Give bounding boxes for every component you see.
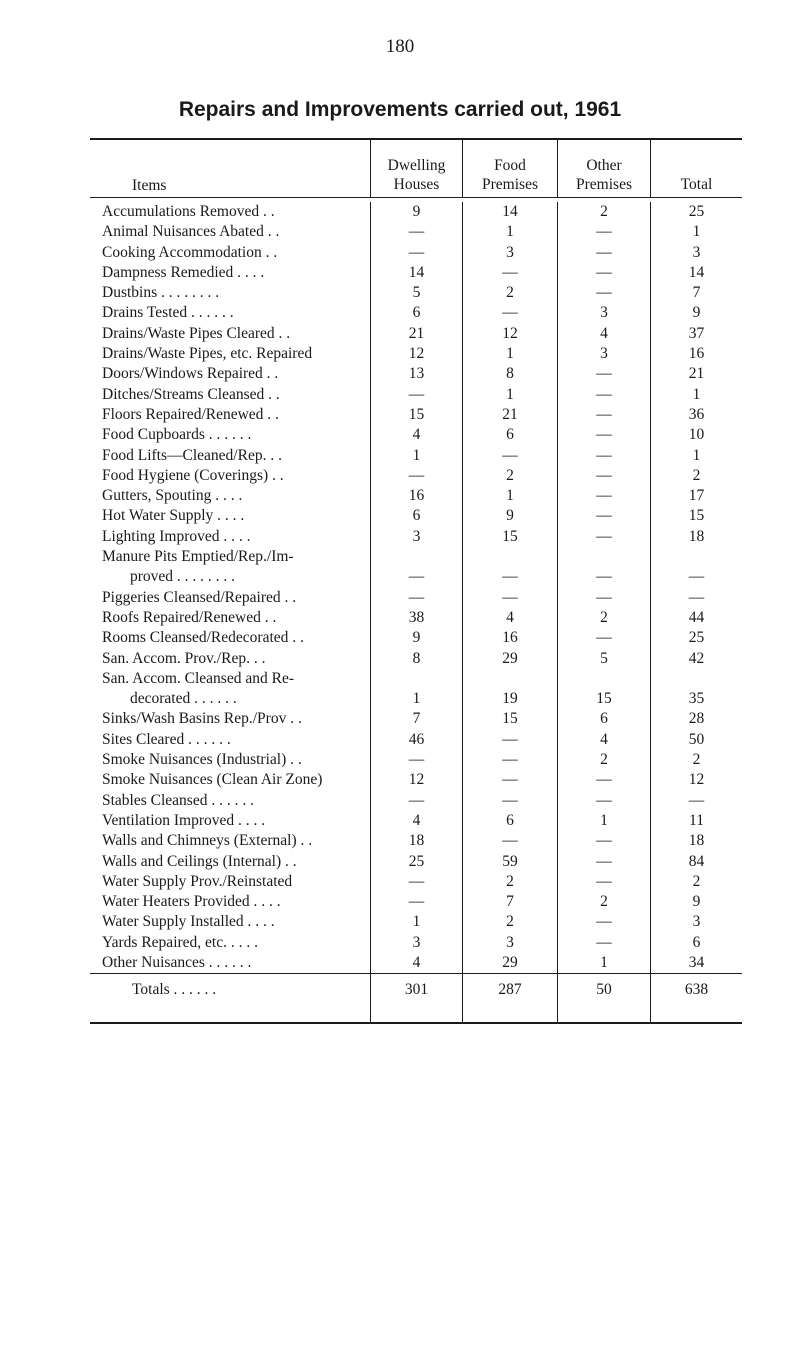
- row-food-value: 6: [463, 811, 558, 831]
- row-total-value: —: [688, 568, 705, 586]
- row-item-label: [90, 770, 370, 790]
- row-other-value: —: [558, 283, 651, 303]
- row-dwelling-value: 9: [370, 628, 463, 648]
- row-item-label: [90, 608, 370, 628]
- table-row: [90, 405, 742, 425]
- row-item-text: Lighting Improved . . . .: [102, 527, 251, 545]
- row-other-value: —: [558, 912, 651, 932]
- row-dwelling-value: 7: [370, 709, 463, 729]
- row-dwelling-value: —: [370, 547, 463, 588]
- row-item-text: Doors/Windows Repaired . .: [102, 365, 279, 383]
- row-total-value: 10: [688, 426, 705, 444]
- row-item-label: [90, 628, 370, 648]
- row-food-value: 21: [463, 405, 558, 425]
- row-dwelling-value: 3: [370, 933, 463, 953]
- row-food-value: —: [463, 770, 558, 790]
- row-dwelling-value: 9: [370, 202, 463, 222]
- table-row: [90, 466, 742, 486]
- row-food-value: 6: [463, 425, 558, 445]
- row-other-value: 2: [558, 202, 651, 222]
- row-other-value: 15: [558, 669, 651, 710]
- row-item-label: [90, 730, 370, 750]
- row-total-value: 18: [688, 832, 705, 850]
- header-items: Items: [132, 177, 167, 194]
- row-food-value: —: [463, 547, 558, 588]
- row-item-label: [90, 527, 370, 547]
- row-item-text: Smoke Nuisances (Industrial) . .: [102, 751, 302, 769]
- row-food-value: —: [463, 750, 558, 770]
- row-dwelling-value: —: [370, 466, 463, 486]
- row-total-value: 50: [688, 730, 705, 748]
- row-total-value: 84: [688, 852, 705, 870]
- row-other-value: —: [558, 852, 651, 872]
- table-row: [90, 506, 742, 526]
- row-item-text: Cooking Accommodation . .: [102, 243, 278, 261]
- row-item-text: Hot Water Supply . . . .: [102, 507, 245, 525]
- row-item-label: [90, 669, 370, 710]
- table-row: [90, 811, 742, 831]
- row-item-label: [90, 588, 370, 608]
- totals-food: 287: [463, 974, 558, 1022]
- row-item-text: Walls and Ceilings (Internal) . .: [102, 852, 297, 870]
- row-item-text: proved . . . . . . . .: [130, 568, 236, 586]
- totals-row: [90, 973, 742, 1022]
- row-total-value: 3: [692, 913, 701, 931]
- row-other-value: —: [558, 466, 651, 486]
- row-item-text: Accumulations Removed . .: [102, 203, 275, 220]
- row-item-text: Water Heaters Provided . . . .: [102, 893, 281, 911]
- row-item-text: Rooms Cleansed/Redecorated . .: [102, 629, 304, 647]
- table-row: [90, 527, 742, 547]
- row-other-value: —: [558, 263, 651, 283]
- row-other-value: 3: [558, 344, 651, 364]
- row-dwelling-value: 13: [370, 364, 463, 384]
- row-item-label: [90, 649, 370, 669]
- row-item-label: [90, 446, 370, 466]
- row-dwelling-value: 1: [370, 669, 463, 710]
- row-food-value: 4: [463, 608, 558, 628]
- row-food-value: 1: [463, 344, 558, 364]
- row-total-value: 28: [688, 710, 705, 728]
- row-total-value: 18: [688, 527, 705, 545]
- row-item-label: [90, 709, 370, 729]
- row-dwelling-value: 3: [370, 527, 463, 547]
- row-item-label: [90, 385, 370, 405]
- row-other-value: —: [558, 770, 651, 790]
- row-item-text: Sinks/Wash Basins Rep./Prov . .: [102, 710, 302, 728]
- header-dwelling-houses: Dwelling Houses: [370, 140, 463, 197]
- page-number: 180: [385, 36, 415, 57]
- totals-label: Totals . . . . . .: [132, 981, 217, 999]
- row-dwelling-value: 4: [370, 953, 463, 973]
- row-food-value: —: [463, 831, 558, 851]
- row-item-text: Other Nuisances . . . . . .: [102, 953, 252, 971]
- row-other-value: —: [558, 791, 651, 811]
- row-other-value: —: [558, 933, 651, 953]
- row-food-value: 7: [463, 892, 558, 912]
- row-other-value: —: [558, 243, 651, 263]
- row-total-value: —: [688, 791, 705, 809]
- row-food-value: 19: [463, 669, 558, 710]
- table-row: [90, 831, 742, 851]
- row-dwelling-value: 8: [370, 649, 463, 669]
- row-food-value: 15: [463, 709, 558, 729]
- row-other-value: 2: [558, 608, 651, 628]
- row-other-value: —: [558, 222, 651, 242]
- row-dwelling-value: —: [370, 791, 463, 811]
- row-item-label: [90, 283, 370, 303]
- table-row: [90, 608, 742, 628]
- row-total-value: 2: [692, 751, 701, 769]
- row-food-value: —: [463, 263, 558, 283]
- row-total-value: 3: [692, 243, 701, 261]
- row-food-value: 9: [463, 506, 558, 526]
- row-food-value: —: [463, 588, 558, 608]
- row-food-value: 3: [463, 933, 558, 953]
- row-food-value: 16: [463, 628, 558, 648]
- row-item-label: [90, 953, 370, 973]
- row-item-text: Animal Nuisances Abated . .: [102, 223, 280, 241]
- row-item-text: Drains/Waste Pipes, etc. Repaired: [102, 345, 313, 363]
- table-row: [90, 730, 742, 750]
- table-row: [90, 303, 742, 323]
- row-item-text: Food Lifts—Cleaned/Rep. . .: [102, 446, 282, 464]
- row-total-value: 12: [688, 771, 705, 789]
- row-item-text: San. Accom. Prov./Rep. . .: [102, 649, 266, 667]
- row-total-value: 6: [692, 933, 701, 951]
- row-total-value: 16: [688, 345, 705, 363]
- row-other-value: 3: [558, 303, 651, 323]
- row-item-label: [90, 486, 370, 506]
- table-row: [90, 344, 742, 364]
- row-other-value: 6: [558, 709, 651, 729]
- row-item-label: [90, 750, 370, 770]
- table-row: [90, 385, 742, 405]
- table-row: [90, 628, 742, 648]
- row-item-text: Roofs Repaired/Renewed . .: [102, 608, 277, 626]
- row-other-value: —: [558, 446, 651, 466]
- row-food-value: 2: [463, 466, 558, 486]
- row-food-value: 1: [463, 486, 558, 506]
- row-dwelling-value: 14: [370, 263, 463, 283]
- row-item-label: [90, 791, 370, 811]
- table-row: [90, 852, 742, 872]
- totals-other: 50: [558, 974, 651, 1022]
- row-item-text: Yards Repaired, etc. . . . .: [102, 933, 258, 951]
- row-other-value: —: [558, 364, 651, 384]
- row-food-value: 14: [463, 202, 558, 222]
- table-row: [90, 770, 742, 790]
- row-food-value: 15: [463, 527, 558, 547]
- row-item-text: Manure Pits Emptied/Rep./Im-: [102, 548, 294, 566]
- row-item-label: [90, 933, 370, 953]
- row-food-value: —: [463, 730, 558, 750]
- row-item-label: [90, 303, 370, 323]
- header-food-premises: Food Premises: [463, 140, 558, 197]
- row-other-value: —: [558, 486, 651, 506]
- row-total-value: 25: [688, 203, 705, 220]
- row-item-label: [90, 892, 370, 912]
- row-total-value: 1: [692, 385, 701, 403]
- row-food-value: 2: [463, 912, 558, 932]
- row-other-value: 1: [558, 953, 651, 973]
- row-item-text: Gutters, Spouting . . . .: [102, 487, 243, 505]
- row-item-label: [90, 202, 370, 222]
- row-dwelling-value: —: [370, 872, 463, 892]
- row-item-text: Water Supply Installed . . . .: [102, 913, 275, 931]
- row-item-label: [90, 811, 370, 831]
- table-row: [90, 243, 742, 263]
- row-other-value: 4: [558, 730, 651, 750]
- row-total-value: 42: [688, 649, 705, 667]
- row-dwelling-value: 15: [370, 405, 463, 425]
- row-food-value: 1: [463, 385, 558, 405]
- totals-dwelling: 301: [370, 974, 463, 1022]
- row-dwelling-value: —: [370, 588, 463, 608]
- row-food-value: 59: [463, 852, 558, 872]
- row-other-value: 4: [558, 324, 651, 344]
- table-body: [90, 198, 742, 973]
- row-item-text: Drains/Waste Pipes Cleared . .: [102, 324, 291, 342]
- table-row: [90, 912, 742, 932]
- row-total-value: 9: [692, 304, 701, 322]
- table-row: [90, 222, 742, 242]
- row-total-value: —: [688, 588, 705, 606]
- row-dwelling-value: 4: [370, 811, 463, 831]
- page-title: Repairs and Improvements carried out, 1961: [178, 98, 622, 121]
- row-dwelling-value: 1: [370, 912, 463, 932]
- row-total-value: 2: [692, 466, 701, 484]
- row-item-label: [90, 344, 370, 364]
- row-item-text: Drains Tested . . . . . .: [102, 304, 234, 322]
- row-item-label: [90, 466, 370, 486]
- row-other-value: —: [558, 872, 651, 892]
- row-other-value: —: [558, 831, 651, 851]
- row-total-value: 44: [688, 608, 705, 626]
- row-total-value: 14: [688, 263, 705, 281]
- row-total-value: 15: [688, 507, 705, 525]
- row-total-value: 25: [688, 629, 705, 647]
- row-item-text: Dustbins . . . . . . . .: [102, 284, 220, 302]
- row-total-value: 35: [688, 690, 705, 708]
- row-total-value: 11: [689, 811, 704, 829]
- row-other-value: 2: [558, 750, 651, 770]
- row-other-value: 2: [558, 892, 651, 912]
- row-item-text: Piggeries Cleansed/Repaired . .: [102, 588, 297, 606]
- table-row: [90, 933, 742, 953]
- table-row: [90, 446, 742, 466]
- table-row: [90, 649, 742, 669]
- row-food-value: 2: [463, 283, 558, 303]
- row-dwelling-value: 5: [370, 283, 463, 303]
- table-row: [90, 425, 742, 445]
- row-item-label: [90, 547, 370, 588]
- row-other-value: 5: [558, 649, 651, 669]
- row-item-text: Walls and Chimneys (External) . .: [102, 832, 313, 850]
- row-item-text: Smoke Nuisances (Clean Air Zone): [102, 771, 323, 789]
- row-item-text: Food Cupboards . . . . . .: [102, 426, 252, 444]
- row-item-label: [90, 852, 370, 872]
- row-item-text: Dampness Remedied . . . .: [102, 263, 265, 281]
- row-food-value: 3: [463, 243, 558, 263]
- row-item-label: [90, 263, 370, 283]
- row-food-value: 29: [463, 649, 558, 669]
- row-total-value: 1: [692, 223, 701, 241]
- row-food-value: 1: [463, 222, 558, 242]
- table-row: [90, 750, 742, 770]
- row-total-value: 1: [692, 446, 701, 464]
- row-food-value: —: [463, 791, 558, 811]
- table-row: [90, 202, 742, 222]
- row-total-value: 37: [688, 324, 705, 342]
- row-item-text: Water Supply Prov./Reinstated: [102, 872, 293, 890]
- table-row: [90, 872, 742, 892]
- row-item-label: [90, 324, 370, 344]
- row-item-text: Food Hygiene (Coverings) . .: [102, 466, 284, 484]
- row-item-text: Ventilation Improved . . . .: [102, 811, 266, 829]
- repairs-table: [90, 138, 742, 1024]
- row-food-value: 8: [463, 364, 558, 384]
- table-row: [90, 709, 742, 729]
- row-item-label: [90, 831, 370, 851]
- row-other-value: —: [558, 405, 651, 425]
- row-dwelling-value: —: [370, 385, 463, 405]
- table-row: [90, 953, 742, 973]
- row-total-value: 9: [692, 893, 701, 911]
- row-dwelling-value: 21: [370, 324, 463, 344]
- row-total-value: 36: [688, 405, 705, 423]
- table-row: [90, 791, 742, 811]
- row-dwelling-value: 12: [370, 770, 463, 790]
- row-item-text: Sites Cleared . . . . . .: [102, 730, 231, 748]
- row-food-value: 2: [463, 872, 558, 892]
- row-item-label: [90, 872, 370, 892]
- row-food-value: 12: [463, 324, 558, 344]
- row-other-value: —: [558, 425, 651, 445]
- row-item-label: [90, 425, 370, 445]
- row-dwelling-value: 6: [370, 506, 463, 526]
- table-row: [90, 263, 742, 283]
- header-other-premises: Other Premises: [558, 140, 651, 197]
- row-item-label: [90, 506, 370, 526]
- row-dwelling-value: 4: [370, 425, 463, 445]
- table-row: [90, 588, 742, 608]
- table-row: [90, 892, 742, 912]
- row-item-label: [90, 364, 370, 384]
- table-header: [90, 140, 742, 198]
- row-total-value: 7: [692, 284, 701, 302]
- row-item-text: Floors Repaired/Renewed . .: [102, 405, 279, 423]
- row-total-value: 17: [688, 487, 705, 505]
- row-dwelling-value: 25: [370, 852, 463, 872]
- row-dwelling-value: 12: [370, 344, 463, 364]
- row-item-label: [90, 222, 370, 242]
- table-row: [90, 669, 742, 710]
- row-food-value: —: [463, 303, 558, 323]
- row-dwelling-value: —: [370, 243, 463, 263]
- row-total-value: 2: [692, 872, 701, 890]
- row-dwelling-value: —: [370, 892, 463, 912]
- row-dwelling-value: 18: [370, 831, 463, 851]
- row-other-value: —: [558, 628, 651, 648]
- row-dwelling-value: —: [370, 750, 463, 770]
- row-item-label: [90, 405, 370, 425]
- table-row: [90, 324, 742, 344]
- row-other-value: 1: [558, 811, 651, 831]
- row-total-value: 34: [688, 953, 705, 971]
- row-item-text: Stables Cleansed . . . . . .: [102, 791, 254, 809]
- row-dwelling-value: 16: [370, 486, 463, 506]
- totals-total: 638: [684, 981, 709, 999]
- row-dwelling-value: 46: [370, 730, 463, 750]
- row-food-value: 29: [463, 953, 558, 973]
- row-dwelling-value: 1: [370, 446, 463, 466]
- table-row: [90, 547, 742, 588]
- row-other-value: —: [558, 385, 651, 405]
- row-dwelling-value: 38: [370, 608, 463, 628]
- table-row: [90, 283, 742, 303]
- table-row: [90, 364, 742, 384]
- row-item-label: [90, 243, 370, 263]
- row-other-value: —: [558, 506, 651, 526]
- header-total: Total: [680, 176, 713, 193]
- row-total-value: 21: [688, 365, 705, 383]
- row-other-value: —: [558, 527, 651, 547]
- row-dwelling-value: 6: [370, 303, 463, 323]
- row-item-text: Ditches/Streams Cleansed . .: [102, 385, 280, 403]
- row-food-value: —: [463, 446, 558, 466]
- row-item-text: San. Accom. Cleansed and Re-: [102, 669, 294, 687]
- row-dwelling-value: —: [370, 222, 463, 242]
- row-item-text: decorated . . . . . .: [130, 690, 237, 708]
- row-other-value: —: [558, 588, 651, 608]
- table-row: [90, 486, 742, 506]
- row-other-value: —: [558, 547, 651, 588]
- row-item-label: [90, 912, 370, 932]
